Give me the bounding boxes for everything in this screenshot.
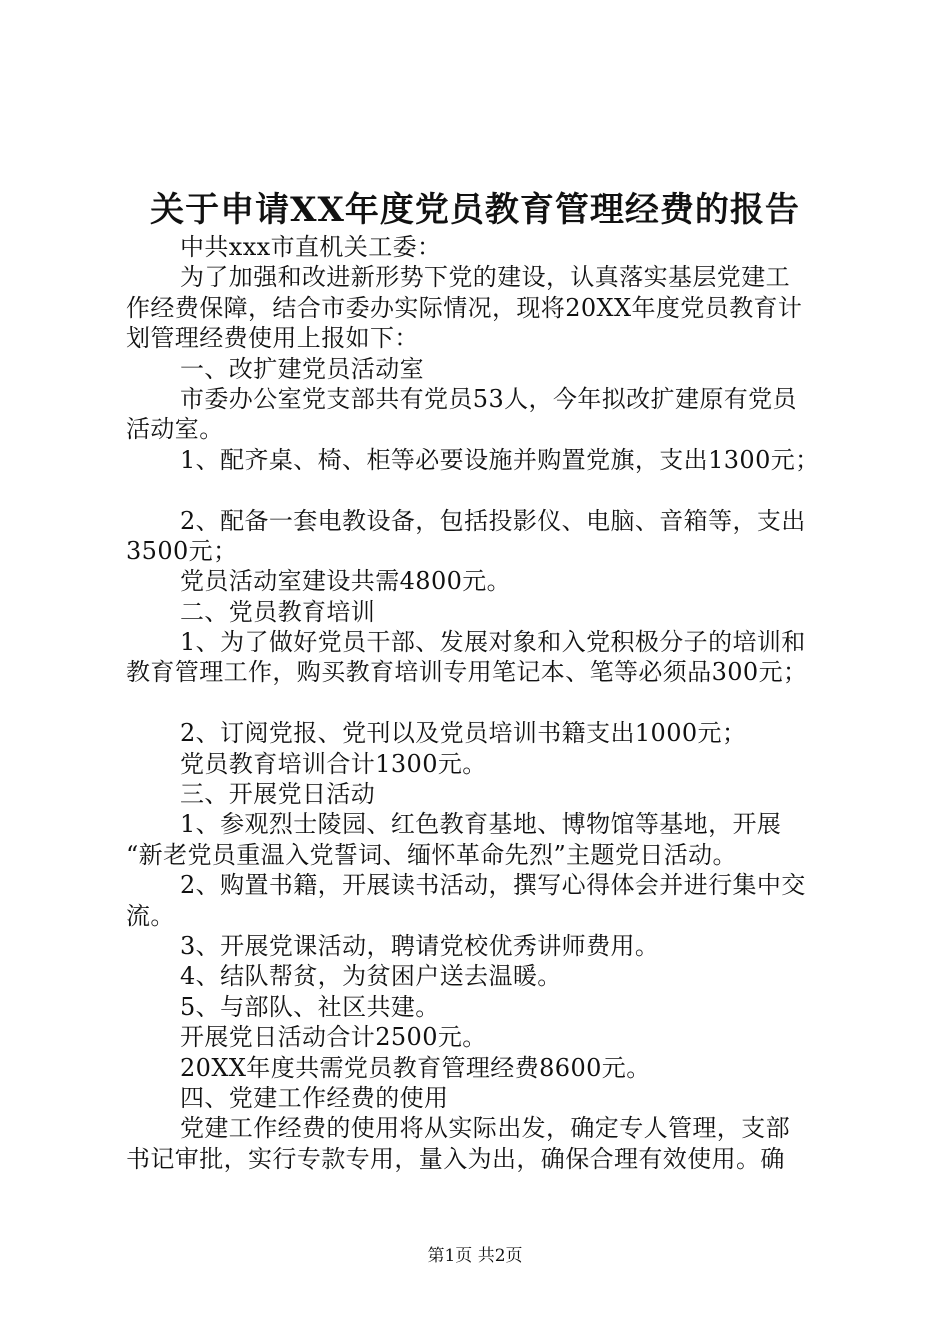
list-item: 5、与部队、社区共建。 [180,992,440,1021]
paragraph-line: 教育管理工作，购买教育培训专用笔记本、笔等必须品300元； [126,658,808,687]
subtotal-line: 开展党日活动合计2500元。 [180,1023,487,1052]
list-item: 1、为了做好党员干部、发展对象和入党积极分子的培训和 [180,628,806,657]
subtotal-line: 党员活动室建设共需4800元。 [180,567,512,596]
paragraph-line: 流。 [126,901,175,930]
paragraph-line: “新老党员重温入党誓词、缅怀革命先烈”主题党日活动。 [126,840,737,869]
paragraph-line: 市委办公室党支部共有党员53人，今年拟改扩建原有党员 [180,384,797,413]
list-item: 2、配备一套电教设备，包括投影仪、电脑、音箱等，支出 [180,506,806,535]
document-title: 关于申请XX年度党员教育管理经费的报告 [150,190,800,230]
paragraph-line: 划管理经费使用上报如下： [126,324,419,353]
list-item: 4、结队帮贫，为贫困户送去温暖。 [180,962,562,991]
document-body [126,232,836,1174]
paragraph-line: 活动室。 [126,415,224,444]
paragraph-line: 书记审批，实行专款专用，量入为出，确保合理有效使用。确 [126,1144,785,1173]
list-item: 3、开展党课活动，聘请党校优秀讲师费用。 [180,931,660,960]
page-footer: 第1页 共2页 [427,1246,523,1266]
section-heading: 四、党建工作经费的使用 [180,1083,449,1112]
paragraph-line: 作经费保障，结合市委办实际情况，现将20XX年度党员教育计 [126,293,803,322]
subtotal-line: 党员教育培训合计1300元。 [180,749,487,778]
section-heading: 二、党员教育培训 [180,597,376,626]
blank-line [126,688,836,718]
list-item: 1、配齐桌、椅、柜等必要设施并购置党旗，支出1300元； [180,445,820,474]
paragraph-line: 党建工作经费的使用将从实际出发，确定专人管理，支部 [180,1114,790,1143]
list-item: 2、订阅党报、党刊以及党员培训书籍支出1000元； [180,719,747,748]
paragraph-line: 3500元； [126,536,238,565]
section-heading: 一、改扩建党员活动室 [180,354,424,383]
list-item: 1、参观烈士陵园、红色教育基地、博物馆等基地，开展 [180,810,782,839]
total-line: 20XX年度共需党员教育管理经费8600元。 [180,1053,651,1082]
section-heading: 三、开展党日活动 [180,780,376,809]
blank-line [126,475,836,505]
list-item: 2、购置书籍，开展读书活动，撰写心得体会并进行集中交 [180,871,806,900]
paragraph-line: 为了加强和改进新形势下党的建设，认真落实基层党建工 [180,263,790,292]
addressee-line: 中共xxx市直机关工委： [180,233,442,261]
